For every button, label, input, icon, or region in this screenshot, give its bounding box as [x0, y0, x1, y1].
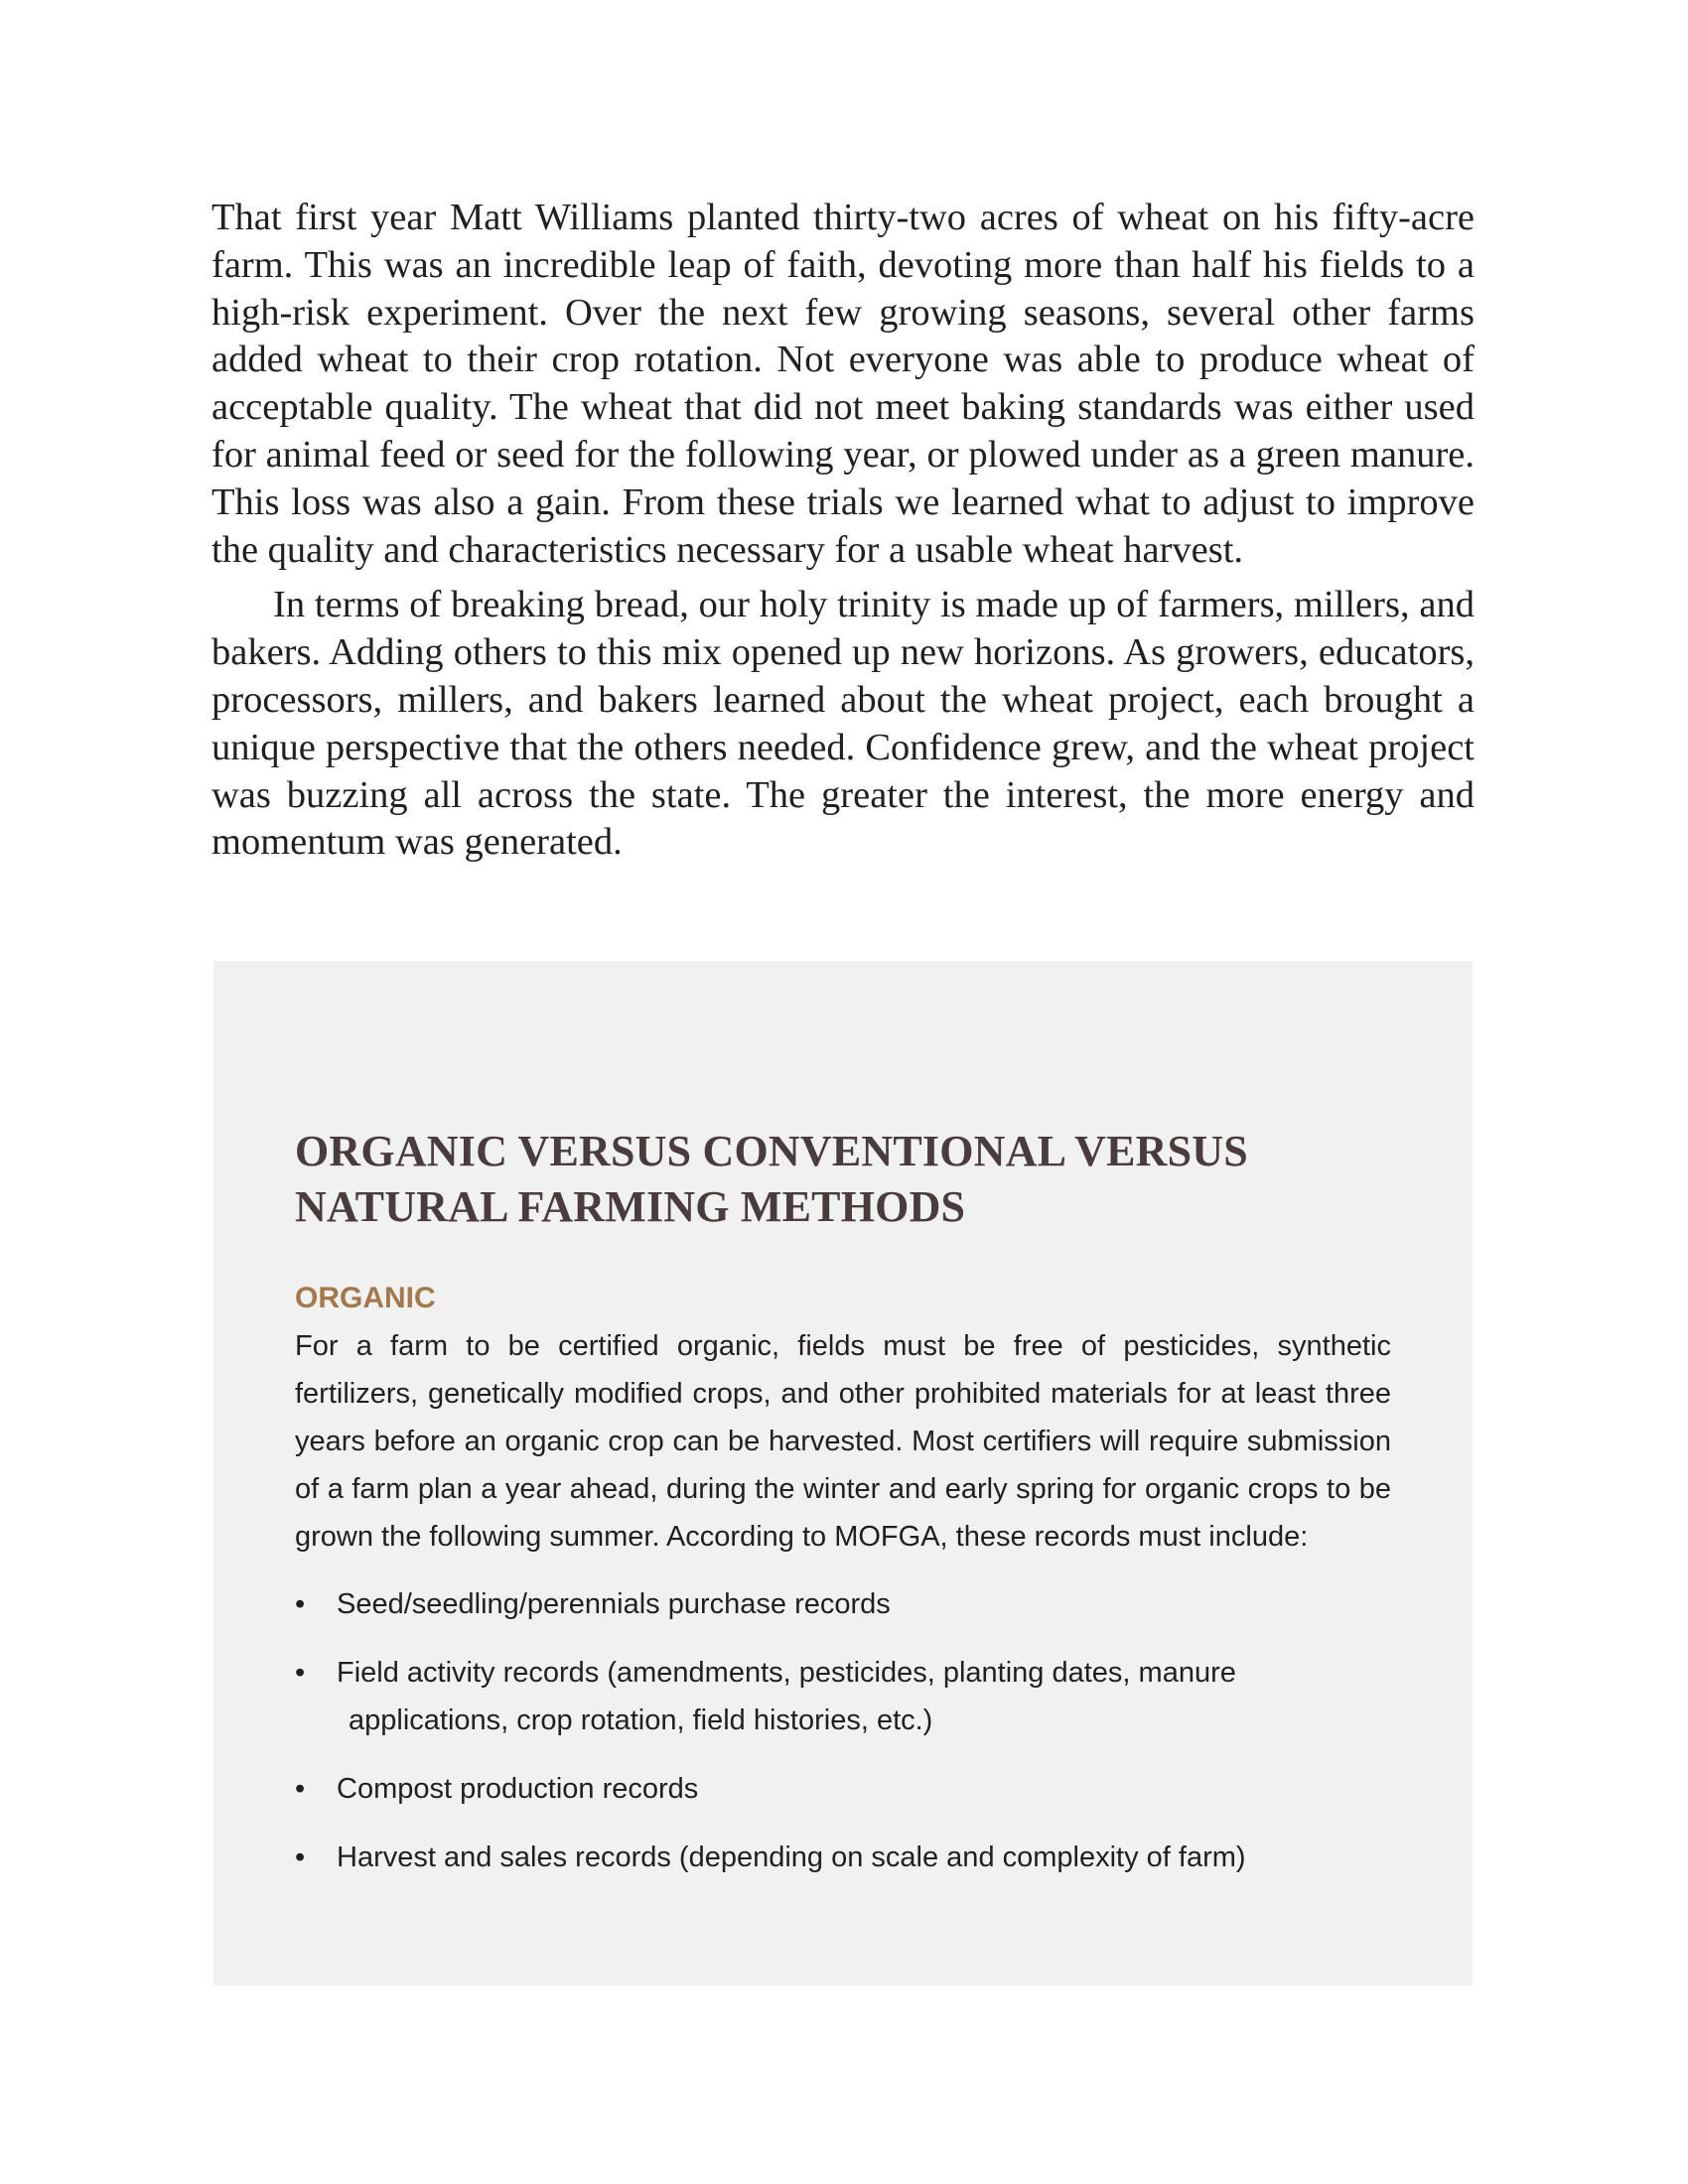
bullet-icon: • — [295, 1773, 306, 1805]
list-item — [295, 1580, 1391, 1628]
sidebar-title — [295, 1124, 1391, 1235]
bullet-icon: • — [295, 1842, 306, 1873]
bullet-icon: • — [295, 1588, 306, 1620]
sidebar-box — [213, 961, 1473, 1985]
list-item-text-continued: applications, crop rotation, field histories, etc.) — [349, 1705, 933, 1736]
body-paragraph-1: That first year Matt Williams planted thirty-two acres of wheat on his fifty-acre farm. This was an incredible leap of faith, devoting more than half his fields to a high-risk experiment. Over the next few growing seasons, several other farms added wheat to their crop rotation. Not everyone was able to produce wheat of acceptable quality. The wheat that did not meet baking standards was either used for animal feed or seed for the following year, or plowed under as a green manure. This loss was also a gain. From these trials we learned what to adjust to improve the quality and characteristics necessary for a usable wheat harvest. — [211, 197, 1475, 571]
list-item — [295, 1649, 1391, 1744]
list-item-text: Harvest and sales records (depending on scale and complexity of farm) — [337, 1842, 1246, 1873]
sidebar-title-line-2: NATURAL FARMING METHODS — [295, 1182, 966, 1231]
bullet-icon: • — [295, 1657, 306, 1689]
list-item — [295, 1765, 1391, 1813]
body-text — [211, 195, 1475, 867]
list-item-text: Seed/seedling/perennials purchase records — [337, 1588, 891, 1620]
sidebar-content — [295, 1124, 1391, 1902]
section-heading-organic: ORGANIC — [295, 1282, 436, 1314]
list-item-text: Compost production records — [337, 1773, 699, 1805]
list-item — [295, 1834, 1391, 1881]
section-body-organic: For a farm to be certified organic, fields must be free of pesticides, synthetic fertilizers, genetically modified crops, and other prohibited materials for at least three years before an organic crop can be harvested. Most certifiers will require submission of a farm plan a year ahead, during the winter and early spring for organic crops to be grown the following summer. According to MOFGA, these records must include: — [295, 1330, 1391, 1553]
records-bullet-list — [295, 1580, 1391, 1881]
list-item-text: Field activity records (amendments, pesticides, planting dates, manure — [337, 1657, 1236, 1689]
sidebar-title-line-1: ORGANIC VERSUS CONVENTIONAL VERSUS — [295, 1127, 1248, 1175]
body-paragraph-2: In terms of breaking bread, our holy trinity is made up of farmers, millers, and bakers. Adding others to this mix opened up new horizons. As growers, educators, processors, millers, and bakers learned about the wheat project, each brought a unique perspective that the others needed. Confidence grew, and the wheat project was buzzing all across the state. The greater the interest, the more energy and momentum was generated. — [211, 584, 1475, 864]
